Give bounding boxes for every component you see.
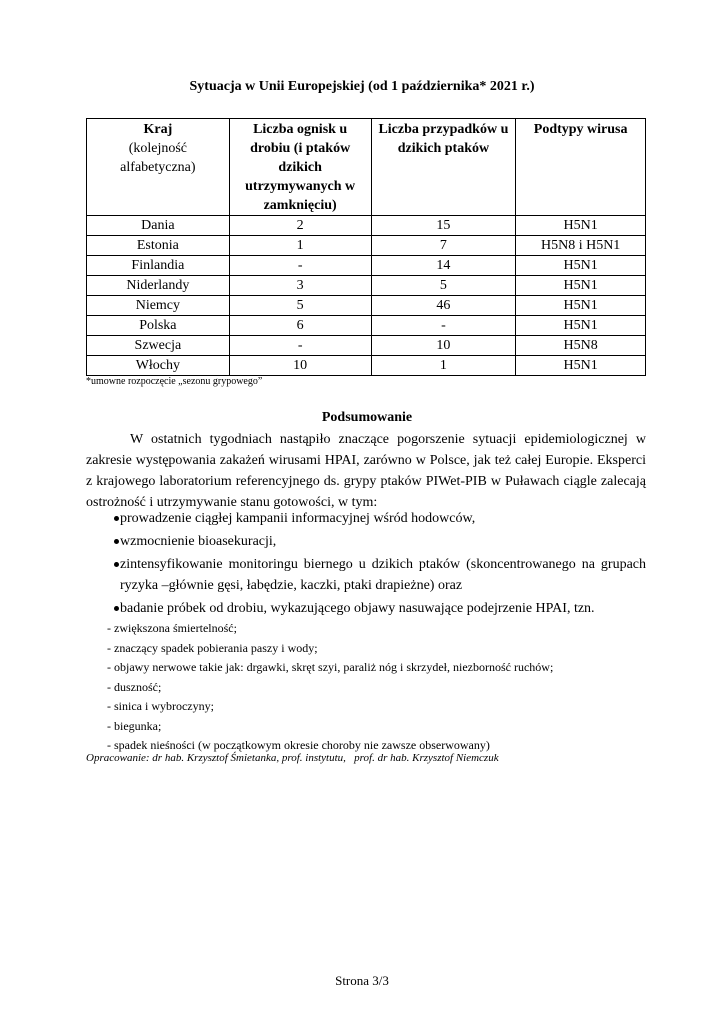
symptom-item: - zwiększona śmiertelność; bbox=[107, 621, 237, 635]
header-country bbox=[87, 119, 230, 216]
cell-wild: 15 bbox=[371, 216, 516, 236]
cell-wild: - bbox=[371, 316, 516, 336]
cell-subtype: H5N8 i H5N1 bbox=[516, 236, 646, 256]
bullet-icon bbox=[114, 562, 119, 567]
author-credit: Opracowanie: dr hab. Krzysztof Śmietanka, prof. instytutu, prof. dr hab. Krzysztof Niemczuk bbox=[86, 752, 499, 764]
cell-country: Finlandia bbox=[87, 256, 230, 276]
cell-poultry: 6 bbox=[229, 316, 371, 336]
bullet-icon bbox=[114, 516, 119, 521]
bullet-icon bbox=[114, 606, 119, 611]
cell-country: Polska bbox=[87, 316, 230, 336]
list-item bbox=[86, 598, 646, 756]
cell-subtype: H5N1 bbox=[516, 356, 646, 376]
cell-poultry: - bbox=[229, 256, 371, 276]
eu-situation-table bbox=[86, 118, 646, 376]
summary-heading: Podsumowanie bbox=[321, 410, 413, 425]
cell-country: Dania bbox=[87, 216, 230, 236]
bullet-icon bbox=[114, 539, 119, 544]
table-row bbox=[87, 256, 646, 276]
cell-wild: 14 bbox=[371, 256, 516, 276]
symptom-item: - sinica i wybroczyny; bbox=[107, 699, 214, 713]
symptom-item: - duszność; bbox=[107, 679, 162, 694]
table-row bbox=[87, 296, 646, 316]
list-item-text: wzmocnienie bioasekuracji, bbox=[120, 534, 277, 549]
page-title: Sytuacja w Unii Europejskiej (od 1 października* 2021 r.) bbox=[189, 79, 535, 94]
table-row bbox=[87, 336, 646, 356]
header-country-label: Kraj bbox=[143, 122, 173, 137]
cell-subtype: H5N1 bbox=[516, 296, 646, 316]
cell-poultry: - bbox=[229, 336, 371, 356]
table-row bbox=[87, 356, 646, 376]
cell-wild: 7 bbox=[371, 236, 516, 256]
cell-wild: 5 bbox=[371, 276, 516, 296]
table-row bbox=[87, 216, 646, 236]
table-footnote: *umowne rozpoczęcie „sezonu grypowego” bbox=[86, 376, 263, 387]
list-item-text: zintensyfikowanie monitoringu biernego u dzikich ptaków (skoncentrowanego na grupach ryzyka –głównie gęsi, łabędzie, kaczki, ptaki drapieżne) oraz bbox=[120, 557, 646, 593]
cell-poultry: 5 bbox=[229, 296, 371, 316]
cell-poultry: 2 bbox=[229, 216, 371, 236]
table-header-row bbox=[87, 119, 646, 216]
cell-country: Włochy bbox=[87, 356, 230, 376]
table-row bbox=[87, 316, 646, 336]
symptom-item: - biegunka; bbox=[107, 718, 162, 733]
symptom-item: - objawy nerwowe takie jak: drgawki, skręt szyi, paraliż nóg i skrzydeł, niezborność ruchów; bbox=[107, 660, 554, 674]
cell-country: Niemcy bbox=[87, 296, 230, 316]
cell-wild: 1 bbox=[371, 356, 516, 376]
cell-subtype: H5N1 bbox=[516, 316, 646, 336]
list-item bbox=[86, 508, 646, 529]
table-row bbox=[87, 276, 646, 296]
header-wild-birds: Liczba przypadków u dzikich ptaków bbox=[371, 119, 516, 216]
cell-subtype: H5N8 bbox=[516, 336, 646, 356]
cell-country: Szwecja bbox=[87, 336, 230, 356]
cell-country: Niderlandy bbox=[87, 276, 230, 296]
cell-poultry: 10 bbox=[229, 356, 371, 376]
cell-subtype: H5N1 bbox=[516, 276, 646, 296]
cell-wild: 46 bbox=[371, 296, 516, 316]
header-country-sub: (kolejność alfabetyczna) bbox=[120, 141, 196, 175]
symptoms-list bbox=[107, 619, 646, 756]
header-subtypes: Podtypy wirusa bbox=[516, 119, 646, 216]
cell-wild: 10 bbox=[371, 336, 516, 356]
header-poultry: Liczba ognisk u drobiu (i ptaków dzikich utrzymywanych w zamknięciu) bbox=[229, 119, 371, 216]
symptom-item: - znaczący spadek pobierania paszy i wody; bbox=[107, 640, 318, 655]
table-row bbox=[87, 236, 646, 256]
list-item-text: prowadzenie ciągłej kampanii informacyjnej wśród hodowców, bbox=[120, 511, 476, 526]
recommendations-list bbox=[86, 508, 646, 758]
cell-poultry: 1 bbox=[229, 236, 371, 256]
cell-country: Estonia bbox=[87, 236, 230, 256]
cell-subtype: H5N1 bbox=[516, 216, 646, 236]
symptom-item: - spadek nieśności (w początkowym okresie choroby nie zawsze obserwowany) bbox=[107, 738, 490, 752]
list-item-text: badanie próbek od drobiu, wykazującego objawy nasuwające podejrzenie HPAI, tzn. bbox=[120, 601, 595, 616]
cell-subtype: H5N1 bbox=[516, 256, 646, 276]
list-item bbox=[86, 531, 646, 552]
cell-poultry: 3 bbox=[229, 276, 371, 296]
summary-paragraph: W ostatnich tygodniach nastąpiło znaczące pogorszenie sytuacji epidemiologicznej w zakresie występowania zakażeń wirusami HPAI, zarówno w Polsce, jak też całej Europie. Eksperci z krajowego laboratorium referencyjnego ds. grypy ptaków PIWet-PIB w Puławach ciągle zalecają ostrożność i utrzymywanie stanu gotowości, w tym: bbox=[86, 432, 646, 510]
list-item bbox=[86, 554, 646, 596]
page-number: Strona 3/3 bbox=[335, 973, 389, 988]
